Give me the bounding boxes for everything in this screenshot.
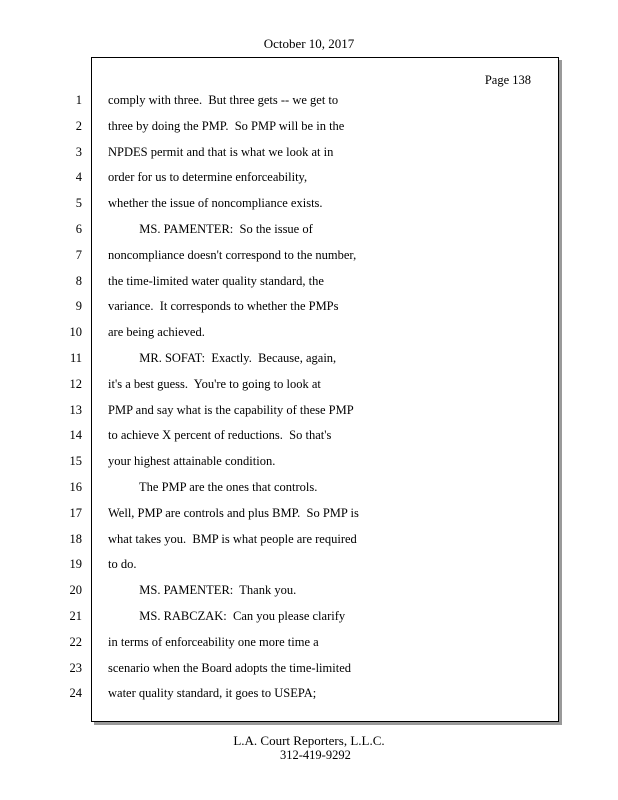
transcript-line: MS. RABCZAK: Can you please clarify xyxy=(108,609,346,623)
line-number: 1 xyxy=(75,93,82,107)
transcript-line: in terms of enforceability one more time a xyxy=(108,635,319,649)
transcript-line: scenario when the Board adopts the time-limited xyxy=(108,661,351,675)
line-number: 12 xyxy=(69,377,82,391)
line-number: 17 xyxy=(69,506,82,520)
line-number: 5 xyxy=(75,196,82,210)
line-number: 6 xyxy=(75,222,82,236)
transcript-line: are being achieved. xyxy=(108,325,205,339)
transcript-line: the time-limited water quality standard, the xyxy=(108,274,324,288)
line-number: 8 xyxy=(75,274,82,288)
transcript-line: comply with three. But three gets -- we get to xyxy=(108,93,339,107)
line-number: 21 xyxy=(69,609,82,623)
line-number: 13 xyxy=(69,403,82,417)
footer-firm-name: L.A. Court Reporters, L.L.C. xyxy=(233,733,385,748)
transcript-line: to do. xyxy=(108,557,137,571)
line-number: 22 xyxy=(69,635,82,649)
line-number: 9 xyxy=(75,299,82,313)
transcript-line: PMP and say what is the capability of these PMP xyxy=(108,403,354,417)
transcript-line: to achieve X percent of reductions. So that's xyxy=(108,428,332,442)
line-number: 10 xyxy=(69,325,82,339)
line-number: 4 xyxy=(75,170,82,184)
header-date: October 10, 2017 xyxy=(263,36,355,51)
transcript-line: it's a best guess. You're to going to look at xyxy=(108,377,321,391)
line-number: 16 xyxy=(69,480,82,494)
transcript-line: order for us to determine enforceability, xyxy=(108,170,308,184)
line-number: 2 xyxy=(75,119,82,133)
line-number: 15 xyxy=(69,454,82,468)
transcript-line: your highest attainable condition. xyxy=(108,454,276,468)
transcript-line: MR. SOFAT: Exactly. Because, again, xyxy=(108,351,337,365)
transcript-line: noncompliance doesn't correspond to the number, xyxy=(108,248,357,262)
line-number: 20 xyxy=(69,583,82,597)
line-number: 18 xyxy=(69,532,82,546)
transcript-line: variance. It corresponds to whether the PMPs xyxy=(108,299,339,313)
line-number: 14 xyxy=(69,428,82,442)
line-number: 3 xyxy=(75,145,82,159)
transcript-line: MS. PAMENTER: So the issue of xyxy=(108,222,313,236)
line-number: 11 xyxy=(69,351,82,365)
page-number: Page 138 xyxy=(484,73,531,87)
line-number: 19 xyxy=(69,557,82,571)
transcript-line: water quality standard, it goes to USEPA; xyxy=(108,686,317,700)
line-number: 7 xyxy=(75,248,82,262)
transcript-line: whether the issue of noncompliance exists. xyxy=(108,196,323,210)
transcript-line: The PMP are the ones that controls. xyxy=(108,480,318,494)
transcript-line: Well, PMP are controls and plus BMP. So PMP is xyxy=(108,506,359,520)
transcript-line: NPDES permit and that is what we look at in xyxy=(108,145,334,159)
line-number: 24 xyxy=(69,686,82,700)
transcript-line: three by doing the PMP. So PMP will be in the xyxy=(108,119,345,133)
footer-phone: 312-419-9292 xyxy=(280,748,351,762)
line-number: 23 xyxy=(69,661,82,675)
transcript-line: what takes you. BMP is what people are required xyxy=(108,532,357,546)
transcript-line: MS. PAMENTER: Thank you. xyxy=(108,583,297,597)
